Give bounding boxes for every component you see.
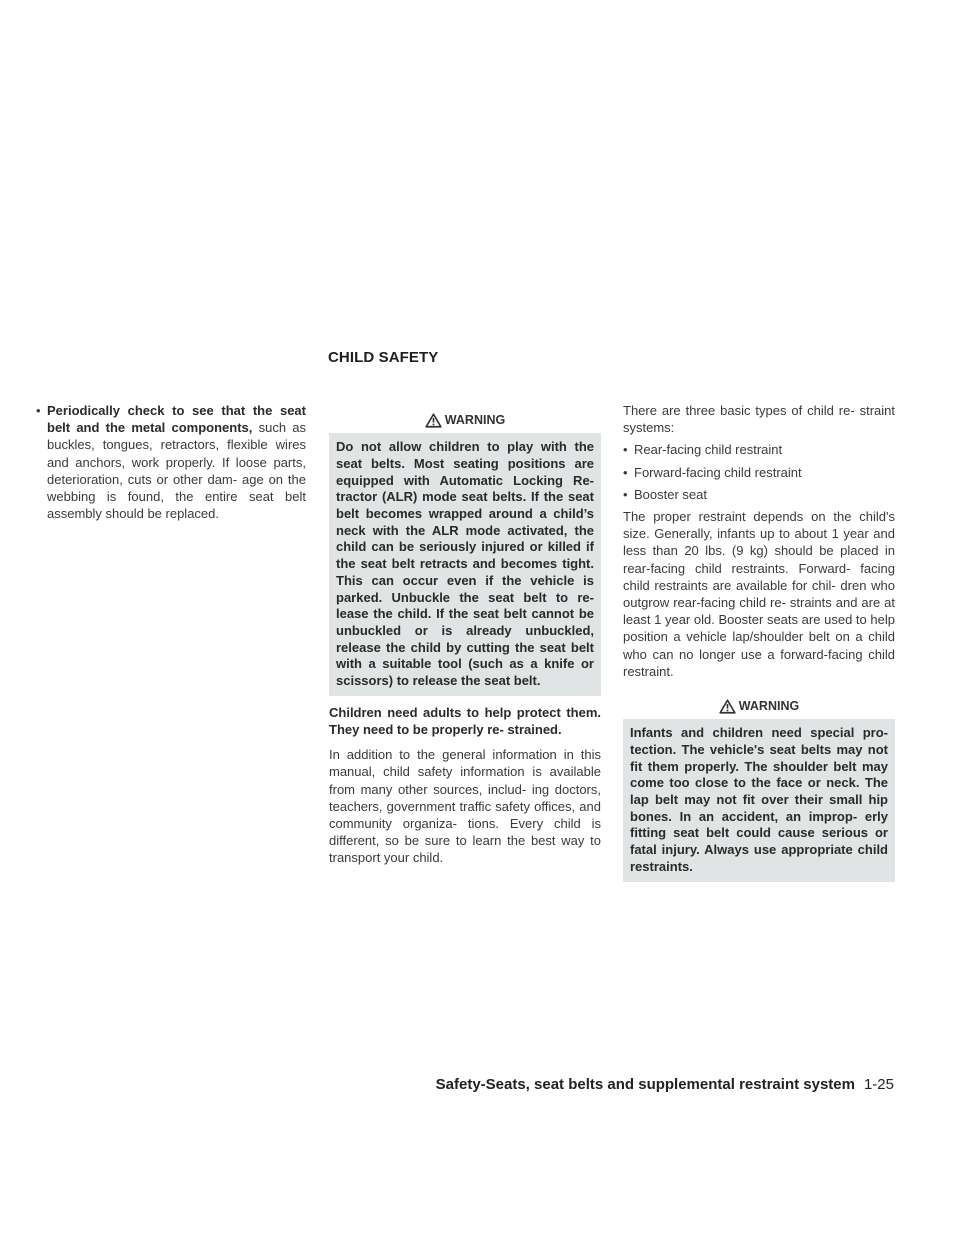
column-1: [34, 402, 306, 522]
column-2: [329, 402, 601, 867]
bullet-bold-text: Periodically check to see that the seat belt and the metal components,: [47, 403, 306, 436]
section-title: CHILD SAFETY: [328, 349, 439, 366]
paragraph: The proper restraint depends on the child's size. Generally, infants up to about 1 year and less than 20 lbs. (9 kg) should be placed in rear-facing child restraints. Forward- facing child restraints are available for chil- dren who outgrow rear-facing child re- straints and are at least 1 year old. Booster seats are used to help position a vehicle lap/shoulder belt on a child who can no longer use a forward-facing child restraint.: [623, 509, 895, 679]
list-item: • Rear-facing child restraint: [623, 441, 895, 458]
bullet-text: such as buckles, tongues, retractors, flexible wires and anchors, work properly. If loose parts, deterioration, cuts or other dam- age on the webbing is found, the entire seat belt assembly should be replaced.: [47, 420, 306, 522]
intro-paragraph: There are three basic types of child re- straint systems:: [623, 403, 895, 436]
list-item: • Forward-facing child restraint: [623, 464, 895, 481]
column-3: [623, 402, 895, 882]
warning-triangle-icon: [719, 699, 736, 714]
page-number: 1-25: [863, 1076, 894, 1093]
page-footer: [436, 1076, 894, 1093]
footer-title: Safety-Seats, seat belts and supplemental restraint system: [435, 1076, 855, 1093]
maintenance-bullet: [34, 402, 306, 522]
warning-box: Do not allow children to play with the seat belts. Most seating positions are equipped with Automatic Locking Re- tractor (ALR) mode seat belts. If the seat belt becomes wrapped around a child’s neck with the ALR mode activated, the child can be seriously injured or killed if the seat belt retracts and becomes tight. This can occur even if the vehicle is parked. Unbuckle the seat belt to re- lease the child. If the seat belt cannot be unbuckled or is already unbuckled, release the child by cutting the seat belt with a suitable tool (such as a knife or scissors) to release the seat belt.: [329, 433, 601, 696]
warning-label: WARNING: [738, 699, 800, 714]
warning-label: WARNING: [444, 413, 506, 427]
warning-triangle-icon: [425, 413, 442, 428]
warning-header: [329, 406, 601, 433]
paragraph: In addition to the general information in this manual, child safety information is available from many other sources, includ- ing doctors, teachers, government traffic safety offices, and community organiza- tions. Every child is different, so be sure to learn the best way to transport your child.: [329, 747, 601, 866]
warning-box: Infants and children need special pro- tection. The vehicle's seat belts may not fit them properly. The shoulder belt may come too close to the face or neck. The lap belt may not fit over their small hip bones. In an accident, an improp- erly fitting seat belt could cause serious or fatal injury. Always use appropriate child restraints.: [623, 719, 895, 881]
bold-paragraph: Children need adults to help protect them. They need to be properly re- strained.: [329, 704, 601, 737]
list-item: • Booster seat: [623, 486, 895, 503]
warning-header: [623, 692, 895, 719]
